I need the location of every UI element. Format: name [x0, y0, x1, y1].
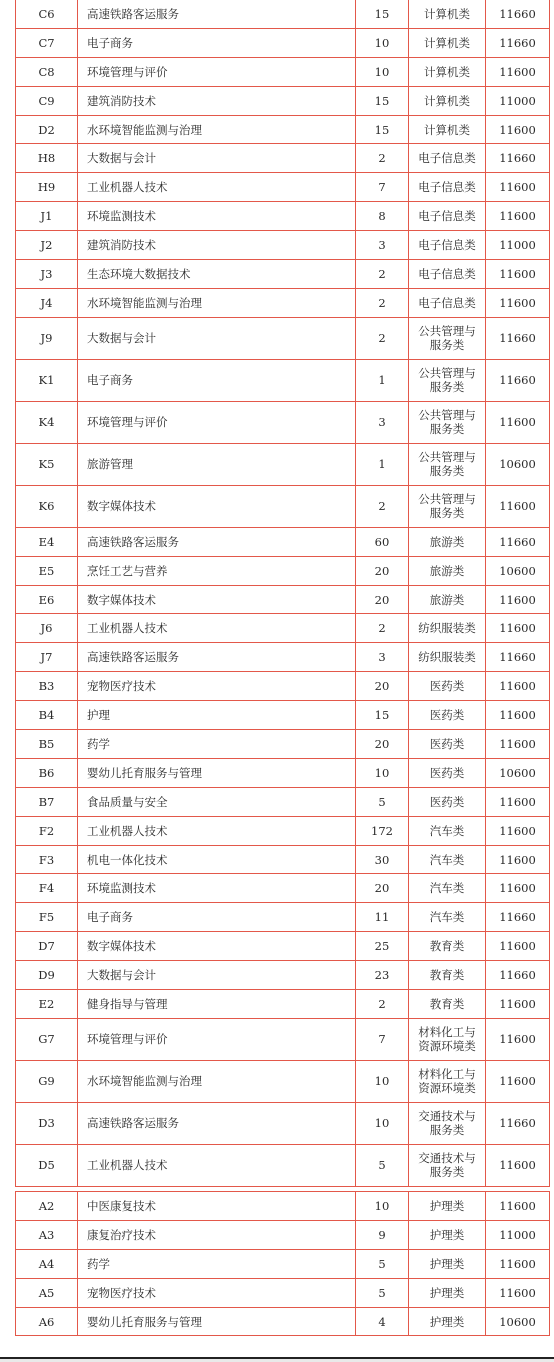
category-cell [409, 485, 486, 527]
category-text: 纺织服装类 [418, 650, 476, 665]
category-text: 医药类 [429, 708, 465, 723]
category-text: 汽车类 [429, 823, 465, 838]
plan-count-cell: 7 [356, 173, 409, 202]
plan-count-cell: 20 [356, 556, 409, 585]
major-code-cell: D5 [16, 1144, 78, 1186]
plan-count-cell: 2 [356, 260, 409, 289]
category-cell [409, 556, 486, 585]
plan-count-cell: 10 [356, 1192, 409, 1221]
tuition-fee-cell: 11600 [486, 845, 550, 874]
major-code-cell: F3 [16, 845, 78, 874]
tuition-fee-cell: 11600 [486, 672, 550, 701]
major-code-cell: F4 [16, 874, 78, 903]
plan-count-cell: 2 [356, 144, 409, 173]
category-text: 计算机类 [424, 35, 470, 50]
plan-count-cell: 20 [356, 585, 409, 614]
category-text: 医药类 [429, 679, 465, 694]
tuition-fee-cell: 11600 [486, 401, 550, 443]
major-name-cell: 水环境智能监测与治理 [78, 115, 356, 144]
plan-count-cell: 7 [356, 1018, 409, 1060]
category-text: 护理类 [429, 1198, 465, 1213]
category-text: 公共管理与 服务类 [418, 450, 476, 479]
tuition-fee-cell: 11600 [486, 787, 550, 816]
major-name-cell: 水环境智能监测与治理 [78, 1060, 356, 1102]
major-name-cell: 数字媒体技术 [78, 585, 356, 614]
plan-count-cell: 2 [356, 990, 409, 1019]
major-code-cell: G7 [16, 1018, 78, 1060]
major-code-cell: D7 [16, 932, 78, 961]
major-name-cell: 工业机器人技术 [78, 816, 356, 845]
category-cell [409, 845, 486, 874]
enrollment-plan-table [15, 0, 550, 1187]
tuition-fee-cell: 10600 [486, 758, 550, 787]
major-name-cell: 建筑消防技术 [78, 231, 356, 260]
category-cell [409, 202, 486, 231]
table-row [16, 401, 550, 443]
plan-count-cell: 25 [356, 932, 409, 961]
major-name-cell: 电子商务 [78, 359, 356, 401]
category-text: 医药类 [429, 794, 465, 809]
tuition-fee-cell: 11000 [486, 1220, 550, 1249]
major-code-cell: C6 [16, 0, 78, 28]
category-text: 公共管理与 服务类 [418, 366, 476, 395]
category-text: 计算机类 [424, 64, 470, 79]
table-row [16, 0, 550, 28]
major-code-cell: J7 [16, 643, 78, 672]
table-row [16, 787, 550, 816]
major-code-cell: B3 [16, 672, 78, 701]
category-text: 汽车类 [429, 881, 465, 896]
major-name-cell: 旅游管理 [78, 443, 356, 485]
major-code-cell: B6 [16, 758, 78, 787]
major-code-cell: A2 [16, 1192, 78, 1221]
category-cell [409, 672, 486, 701]
category-text: 计算机类 [424, 6, 470, 21]
category-cell [409, 1144, 486, 1186]
table-row [16, 701, 550, 730]
category-text: 计算机类 [424, 93, 470, 108]
category-cell [409, 260, 486, 289]
category-text: 旅游类 [429, 534, 465, 549]
table-row [16, 57, 550, 86]
table-row [16, 614, 550, 643]
major-code-cell: K6 [16, 485, 78, 527]
major-name-cell: 宠物医疗技术 [78, 672, 356, 701]
tuition-fee-cell: 11600 [486, 990, 550, 1019]
table-row [16, 288, 550, 317]
major-code-cell: J1 [16, 202, 78, 231]
category-cell [409, 1220, 486, 1249]
category-cell [409, 1278, 486, 1307]
category-cell [409, 1060, 486, 1102]
category-text: 材料化工与 资源环境类 [418, 1067, 476, 1096]
major-code-cell: E2 [16, 990, 78, 1019]
category-cell [409, 1307, 486, 1336]
table-row [16, 86, 550, 115]
tuition-fee-cell: 11600 [486, 288, 550, 317]
category-cell [409, 874, 486, 903]
plan-count-cell: 4 [356, 1307, 409, 1336]
major-code-cell: B4 [16, 701, 78, 730]
table-row [16, 845, 550, 874]
tuition-fee-cell: 10600 [486, 443, 550, 485]
category-text: 护理类 [429, 1227, 465, 1242]
table-row [16, 1102, 550, 1144]
table-row [16, 1018, 550, 1060]
major-name-cell: 药学 [78, 730, 356, 759]
category-cell [409, 730, 486, 759]
table-row [16, 443, 550, 485]
major-name-cell: 工业机器人技术 [78, 1144, 356, 1186]
tuition-fee-cell: 11660 [486, 144, 550, 173]
table-row [16, 1278, 550, 1307]
category-cell [409, 115, 486, 144]
major-name-cell: 环境监测技术 [78, 874, 356, 903]
category-text: 旅游类 [429, 563, 465, 578]
major-name-cell: 数字媒体技术 [78, 932, 356, 961]
tuition-fee-cell: 11600 [486, 730, 550, 759]
category-text: 医药类 [429, 765, 465, 780]
major-name-cell: 中医康复技术 [78, 1192, 356, 1221]
category-cell [409, 787, 486, 816]
tuition-fee-cell: 11660 [486, 359, 550, 401]
plan-count-cell: 2 [356, 317, 409, 359]
plan-count-cell: 5 [356, 787, 409, 816]
plan-count-cell: 9 [356, 1220, 409, 1249]
category-text: 教育类 [429, 939, 465, 954]
category-cell [409, 231, 486, 260]
category-text: 汽车类 [429, 852, 465, 867]
plan-count-cell: 5 [356, 1249, 409, 1278]
major-name-cell: 大数据与会计 [78, 961, 356, 990]
major-name-cell: 工业机器人技术 [78, 173, 356, 202]
table-row [16, 1060, 550, 1102]
tuition-fee-cell: 11660 [486, 0, 550, 28]
major-name-cell: 健身指导与管理 [78, 990, 356, 1019]
table-row [16, 28, 550, 57]
major-code-cell: A3 [16, 1220, 78, 1249]
tuition-fee-cell: 11660 [486, 1102, 550, 1144]
category-cell [409, 990, 486, 1019]
table-row [16, 359, 550, 401]
table-row [16, 903, 550, 932]
category-cell [409, 758, 486, 787]
table-row [16, 1220, 550, 1249]
category-text: 电子信息类 [418, 295, 476, 310]
category-text: 护理类 [429, 1285, 465, 1300]
major-name-cell: 高速铁路客运服务 [78, 1102, 356, 1144]
table-row [16, 990, 550, 1019]
major-name-cell: 宠物医疗技术 [78, 1278, 356, 1307]
tuition-fee-cell: 11600 [486, 1060, 550, 1102]
plan-count-cell: 10 [356, 1102, 409, 1144]
category-cell [409, 57, 486, 86]
category-text: 医药类 [429, 736, 465, 751]
plan-count-cell: 15 [356, 86, 409, 115]
category-cell [409, 86, 486, 115]
category-cell [409, 401, 486, 443]
plan-count-cell: 11 [356, 903, 409, 932]
category-cell [409, 359, 486, 401]
category-cell [409, 961, 486, 990]
table-row [16, 730, 550, 759]
category-text: 教育类 [429, 996, 465, 1011]
table-row [16, 816, 550, 845]
table-row [16, 317, 550, 359]
plan-count-cell: 23 [356, 961, 409, 990]
table-row [16, 961, 550, 990]
major-name-cell: 大数据与会计 [78, 317, 356, 359]
major-name-cell: 高速铁路客运服务 [78, 0, 356, 28]
category-text: 纺织服装类 [418, 621, 476, 636]
tuition-fee-cell: 11600 [486, 1144, 550, 1186]
tuition-fee-cell: 11600 [486, 585, 550, 614]
plan-count-cell: 2 [356, 614, 409, 643]
tuition-fee-cell: 11000 [486, 86, 550, 115]
tuition-fee-cell: 11600 [486, 1018, 550, 1060]
category-text: 公共管理与 服务类 [418, 324, 476, 353]
major-code-cell: D2 [16, 115, 78, 144]
major-code-cell: G9 [16, 1060, 78, 1102]
plan-count-cell: 15 [356, 115, 409, 144]
category-text: 计算机类 [424, 122, 470, 137]
tuition-fee-cell: 11600 [486, 202, 550, 231]
tuition-fee-cell: 11600 [486, 1278, 550, 1307]
plan-count-cell: 10 [356, 57, 409, 86]
category-text: 汽车类 [429, 910, 465, 925]
plan-count-cell: 20 [356, 672, 409, 701]
table-row [16, 231, 550, 260]
plan-count-cell: 10 [356, 1060, 409, 1102]
category-text: 公共管理与 服务类 [418, 408, 476, 437]
tuition-fee-cell: 11600 [486, 874, 550, 903]
major-name-cell: 生态环境大数据技术 [78, 260, 356, 289]
table-row [16, 672, 550, 701]
major-code-cell: J6 [16, 614, 78, 643]
major-code-cell: C8 [16, 57, 78, 86]
major-name-cell: 药学 [78, 1249, 356, 1278]
category-cell [409, 173, 486, 202]
nursing-plan-body [16, 1192, 550, 1336]
major-code-cell: A6 [16, 1307, 78, 1336]
tuition-fee-cell: 11600 [486, 701, 550, 730]
major-name-cell: 工业机器人技术 [78, 614, 356, 643]
tuition-fee-cell: 11000 [486, 231, 550, 260]
plan-count-cell: 5 [356, 1144, 409, 1186]
major-code-cell: J2 [16, 231, 78, 260]
major-name-cell: 高速铁路客运服务 [78, 643, 356, 672]
tuition-fee-cell: 11600 [486, 173, 550, 202]
category-cell [409, 527, 486, 556]
category-cell [409, 28, 486, 57]
major-code-cell: J3 [16, 260, 78, 289]
category-cell [409, 317, 486, 359]
category-cell [409, 701, 486, 730]
major-code-cell: H8 [16, 144, 78, 173]
tuition-fee-cell: 11600 [486, 1192, 550, 1221]
major-name-cell: 康复治疗技术 [78, 1220, 356, 1249]
category-text: 交通技术与 服务类 [418, 1151, 476, 1180]
table-row [16, 758, 550, 787]
plan-count-cell: 5 [356, 1278, 409, 1307]
tuition-fee-cell: 11660 [486, 643, 550, 672]
table-row [16, 932, 550, 961]
category-cell [409, 614, 486, 643]
table-row [16, 1192, 550, 1221]
plan-count-cell: 1 [356, 443, 409, 485]
tuition-fee-cell: 11600 [486, 932, 550, 961]
category-cell [409, 1102, 486, 1144]
major-name-cell: 环境管理与评价 [78, 57, 356, 86]
major-code-cell: B7 [16, 787, 78, 816]
major-code-cell: A5 [16, 1278, 78, 1307]
major-code-cell: K4 [16, 401, 78, 443]
category-cell [409, 288, 486, 317]
major-code-cell: F2 [16, 816, 78, 845]
plan-count-cell: 20 [356, 730, 409, 759]
category-cell [409, 1018, 486, 1060]
major-name-cell: 大数据与会计 [78, 144, 356, 173]
plan-count-cell: 8 [356, 202, 409, 231]
tuition-fee-cell: 11600 [486, 485, 550, 527]
major-code-cell: E6 [16, 585, 78, 614]
category-cell [409, 144, 486, 173]
major-name-cell: 电子商务 [78, 28, 356, 57]
plan-count-cell: 15 [356, 0, 409, 28]
table-row [16, 874, 550, 903]
plan-count-cell: 3 [356, 231, 409, 260]
table-row [16, 202, 550, 231]
major-name-cell: 数字媒体技术 [78, 485, 356, 527]
major-code-cell: F5 [16, 903, 78, 932]
plan-count-cell: 20 [356, 874, 409, 903]
category-text: 电子信息类 [418, 238, 476, 253]
tuition-fee-cell: 11600 [486, 115, 550, 144]
table-row [16, 115, 550, 144]
tuition-fee-cell: 10600 [486, 556, 550, 585]
enrollment-plan-body [16, 0, 550, 1186]
major-name-cell: 环境管理与评价 [78, 401, 356, 443]
major-code-cell: A4 [16, 1249, 78, 1278]
tuition-fee-cell: 11660 [486, 527, 550, 556]
nursing-plan-table [15, 1191, 550, 1336]
plan-count-cell: 3 [356, 401, 409, 443]
table-row [16, 144, 550, 173]
major-code-cell: J9 [16, 317, 78, 359]
tuition-fee-cell: 11600 [486, 57, 550, 86]
table-row [16, 173, 550, 202]
tuition-fee-cell: 11600 [486, 816, 550, 845]
category-text: 材料化工与 资源环境类 [418, 1025, 476, 1054]
tuition-fee-cell: 11600 [486, 260, 550, 289]
major-name-cell: 建筑消防技术 [78, 86, 356, 115]
plan-count-cell: 10 [356, 28, 409, 57]
table-row [16, 556, 550, 585]
plan-count-cell: 10 [356, 758, 409, 787]
major-name-cell: 护理 [78, 701, 356, 730]
major-name-cell: 环境监测技术 [78, 202, 356, 231]
plan-count-cell: 3 [356, 643, 409, 672]
category-text: 护理类 [429, 1256, 465, 1271]
table-row [16, 485, 550, 527]
category-text: 电子信息类 [418, 209, 476, 224]
category-text: 护理类 [429, 1314, 465, 1329]
category-cell [409, 932, 486, 961]
category-text: 电子信息类 [418, 180, 476, 195]
plan-count-cell: 2 [356, 288, 409, 317]
category-cell [409, 443, 486, 485]
category-cell [409, 585, 486, 614]
major-name-cell: 食品质量与安全 [78, 787, 356, 816]
category-text: 旅游类 [429, 592, 465, 607]
category-text: 电子信息类 [418, 266, 476, 281]
table-row [16, 1249, 550, 1278]
major-code-cell: D3 [16, 1102, 78, 1144]
table-row [16, 643, 550, 672]
category-cell [409, 816, 486, 845]
major-name-cell: 水环境智能监测与治理 [78, 288, 356, 317]
category-cell [409, 1192, 486, 1221]
plan-count-cell: 172 [356, 816, 409, 845]
major-name-cell: 环境管理与评价 [78, 1018, 356, 1060]
category-cell [409, 643, 486, 672]
major-code-cell: E5 [16, 556, 78, 585]
major-code-cell: K5 [16, 443, 78, 485]
table-row [16, 585, 550, 614]
major-code-cell: J4 [16, 288, 78, 317]
major-code-cell: H9 [16, 173, 78, 202]
tuition-fee-cell: 11660 [486, 28, 550, 57]
major-code-cell: D9 [16, 961, 78, 990]
tuition-fee-cell: 11660 [486, 903, 550, 932]
category-text: 公共管理与 服务类 [418, 492, 476, 521]
major-name-cell: 高速铁路客运服务 [78, 527, 356, 556]
category-text: 电子信息类 [418, 151, 476, 166]
major-name-cell: 机电一体化技术 [78, 845, 356, 874]
tuition-fee-cell: 11600 [486, 1249, 550, 1278]
major-name-cell: 婴幼儿托育服务与管理 [78, 758, 356, 787]
major-code-cell: C9 [16, 86, 78, 115]
major-name-cell: 婴幼儿托育服务与管理 [78, 1307, 356, 1336]
plan-count-cell: 2 [356, 485, 409, 527]
major-code-cell: K1 [16, 359, 78, 401]
category-text: 交通技术与 服务类 [418, 1109, 476, 1138]
table-row [16, 260, 550, 289]
major-code-cell: B5 [16, 730, 78, 759]
major-name-cell: 烹饪工艺与营养 [78, 556, 356, 585]
category-cell [409, 0, 486, 28]
tuition-fee-cell: 11600 [486, 614, 550, 643]
table-row [16, 1307, 550, 1336]
major-name-cell: 电子商务 [78, 903, 356, 932]
tuition-fee-cell: 10600 [486, 1307, 550, 1336]
table-row [16, 527, 550, 556]
major-code-cell: E4 [16, 527, 78, 556]
tuition-fee-cell: 11660 [486, 317, 550, 359]
category-cell [409, 903, 486, 932]
category-cell [409, 1249, 486, 1278]
plan-count-cell: 15 [356, 701, 409, 730]
plan-count-cell: 1 [356, 359, 409, 401]
plan-count-cell: 30 [356, 845, 409, 874]
table-row [16, 1144, 550, 1186]
plan-count-cell: 60 [356, 527, 409, 556]
major-code-cell: C7 [16, 28, 78, 57]
category-text: 教育类 [429, 968, 465, 983]
tuition-fee-cell: 11660 [486, 961, 550, 990]
